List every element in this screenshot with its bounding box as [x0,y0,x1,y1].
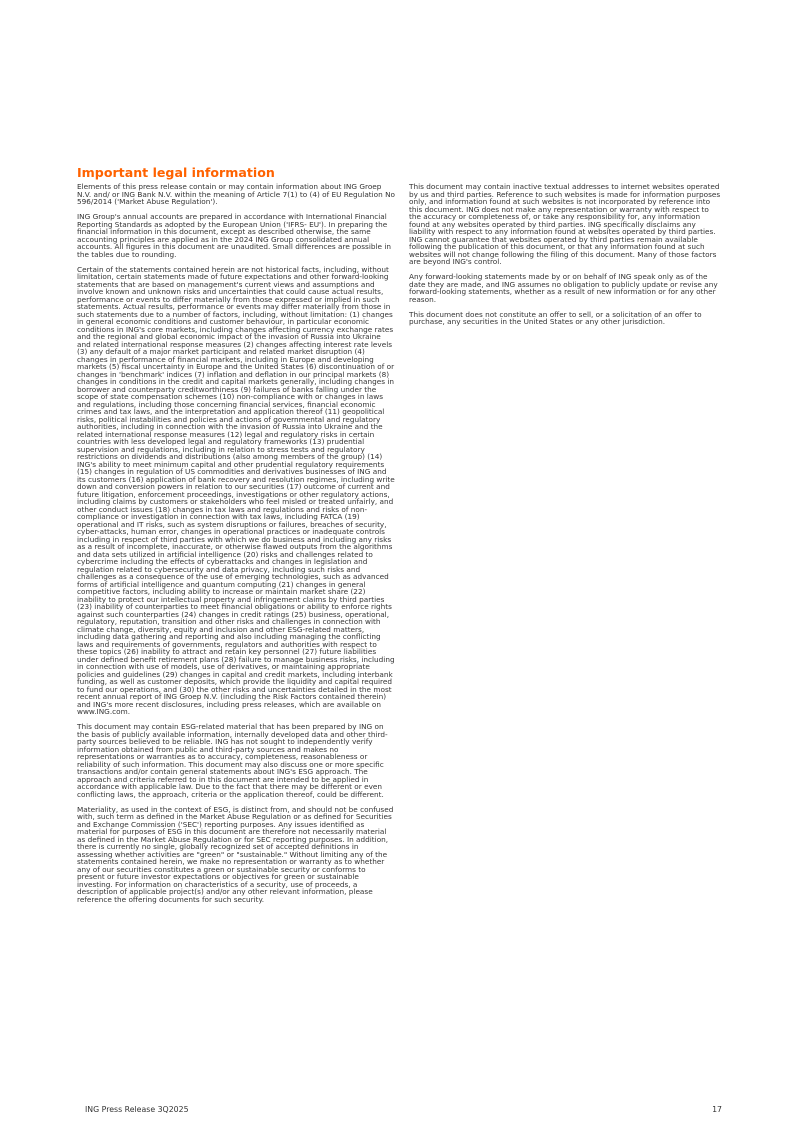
paragraph-market-abuse: Elements of this press release contain or may contain information about ING Groep N.V. and/ or ING Bank N.V. within the meaning of Article 7(1) to (4) of EU Regulation No 596/2014 ('Market Abuse Regulation'). [77,182,396,206]
paragraph-esg-material: This document may contain ESG-related material that has been prepared by ING on the basis of publicly available information, internally developed data and other third-party sources believed to be reliable. ING has not sought to independently verify information obtained from public and third-party sources and makes no representations or warranties as to accuracy, completeness, reasonableness or reliability of such information. This document may also discuss one or more specific transactions and/or contain general statements about ING's ESG approach. The approach and criteria referred to in this document are intended to be applied in accordance with applicable law. Due to the fact that there may be different or even conflicting laws, the approach, criteria or the application thereof, could be different. [77,722,388,799]
footer-publication-label: ING Press Release 3Q2025 [85,1105,189,1114]
page-title: Important legal information [77,165,275,180]
paragraph-forward-looking-factors: Certain of the statements contained herein are not historical facts, including, without limitation, certain statements made of future expectations and other forward-looking statements that are based on management's current views and assumptions and involve known and unknown risks and uncertainties that could cause actual results, performance or events to differ materially from those expressed or implied in such statements. Actual results, performance or events may differ materially from those in such statements due to a number of factors, including, without limitation: (1) changes in general economic conditions and customer behaviour, in particular economic conditions in ING's core markets, including changes affecting currency exchange rates and the regional and global economic impact of the invasion of Russia into Ukraine and related international response measures (2) changes affecting interest rate levels (3) any default of a major market participant and related market disruption (4) changes in performance of financial markets, including in Europe and developing markets (5) fiscal uncertainty in Europe and the United States (6) discontinuation of or changes in 'benchmark' indices (7) inflation and deflation in our principal markets (8) changes in conditions in the credit and capital markets generally, including changes in borrower and counterparty creditworthiness (9) failures of banks falling under the scope of state compensation schemes (10) non-compliance with or changes in laws and regulations, including those concerning financial services, financial economic crimes and tax laws, and the interpretation and application thereof (11) geopolitical risks, political instabilities and policies and actions of governmental and regulatory authorities, including in connection with the invasion of Russia into Ukraine and the related international response measures (12) legal and regulatory risks in certain countries with less developed legal and regulatory frameworks (13) prudential supervision and regulations, including in relation to stress tests and regulatory restrictions on dividends and distributions (also among members of the group) (14) ING's ability to meet minimum capital and other prudential regulatory requirements (15) changes in regulation of US commodities and derivatives businesses of ING and its customers (16) application of bank recovery and resolution regimes, including write down and conversion powers in relation to our securities (17) outcome of current and future litigation, enforcement proceedings, investigations or other regulatory actions, including claims by customers or stakeholders who feel misled or treated unfairly, and other conduct issues (18) changes in tax laws and regulations and risks of non-compliance or investigation in connection with tax laws, including FATCA (19) operational and IT risks, such as system disruptions or failures, breaches of security, cyber-attacks, human error, changes in operational practices or inadequate controls including in respect of third parties with which we do business and including any risks as a result of incomplete, inaccurate, or otherwise flawed outputs from the algorithms and data sets utilized in artificial intelligence (20) risks and challenges related to cybercrime including the effects of cyberattacks and changes in legislation and regulation related to cybersecurity and data privacy, including such risks and challenges as a consequence of the use of emerging technologies, such as advanced forms of artificial intelligence and quantum computing (21) changes in general competitive factors, including ability to increase or maintain market share (22) inability to protect our intellectual property and infringement claims by third parties (23) inability of counterparties to meet financial obligations or ability to enforce rights against such counterparties (24) changes in credit ratings (25) business, operational, regulatory, reputation, transition and other risks and challenges in connection with climate change, diversity, equity and inclusion and other ESG-related matters, including data gathering and reporting and also including managing the conflicting laws and requirements of governments, regulators and authorities with respect to these topics (26) inability to attract and retain key personnel (27) future liabilities under defined benefit retirement plans (28) failure to manage business risks, including in connection with use of models, use of derivatives, or maintaining appropriate policies and guidelines (29) changes in capital and credit markets, including interbank funding, as well as customer deposits, which provide the liquidity and capital required to fund our operations, and (30) the other risks and uncertainties detailed in the most recent annual report of ING Groep N.V. (including the Risk Factors contained therein) and ING's more recent disclosures, including press releases, which are available on www.ING.com. [77,264,395,716]
right-text-column [409,183,723,333]
paragraph-annual-accounts: ING Group's annual accounts are prepared in accordance with International Financial Reporting Standards as adopted by the European Union ('IFRS- EU'). In preparing the financial information in this document, except as described otherwise, the same accounting principles are applied as in the 2024 ING Group consolidated annual accounts. All figures in this document are unaudited. Small differences are possible in the tables due to rounding. [77,212,391,259]
left-text-column [77,183,395,911]
paragraph-no-offer: This document does not constitute an offer to sell, or a solicitation of an offer to purchase, any securities in the United States or any other jurisdiction. [409,309,702,326]
page-number: 17 [712,1105,722,1114]
paragraph-materiality: Materiality, as used in the context of ESG, is distinct from, and should not be confused with, such term as defined in the Market Abuse Regulation or as defined for Securities and Exchange Commission ('SEC') reporting purposes. Any issues identified as material for purposes of ESG in this document are therefore not necessarily material as defined in the Market Abuse Regulation or for SEC reporting purposes. In addition, there is currently no single, globally recognized set of accepted definitions in assessing whether activities are "green" or "sustainable." Without limiting any of the statements contained herein, we make no representation or warranty as to whether any of our securities constitutes a green or sustainable security or conforms to present or future investor expectations or objectives for green or sustainable investing. For information on characteristics of a security, use of proceeds, a description of applicable project(s) and/or any other relevant information, please reference the offering documents for such security. [77,804,394,904]
paragraph-no-update: Any forward-looking statements made by or on behalf of ING speak only as of the date they are made, and ING assumes no obligation to publicly update or revise any forward-looking statements, whether as a result of new information or for any other reason. [409,272,718,304]
paragraph-websites: This document may contain inactive textual addresses to internet websites operated by us and third parties. Reference to such websites is made for information purposes only, and information found at such websites is not incorporated by reference into this document. ING does not make any representation or warranty with respect to the accuracy or completeness of, or take any responsibility for, any information found at any websites operated by third parties. ING specifically disclaims any liability with respect to any information found at websites operated by third parties. ING cannot guarantee that websites operated by third parties remain available following the publication of this document, or that any information found at such websites will not change following the filing of this document. Many of those factors are beyond ING's control. [409,182,721,266]
